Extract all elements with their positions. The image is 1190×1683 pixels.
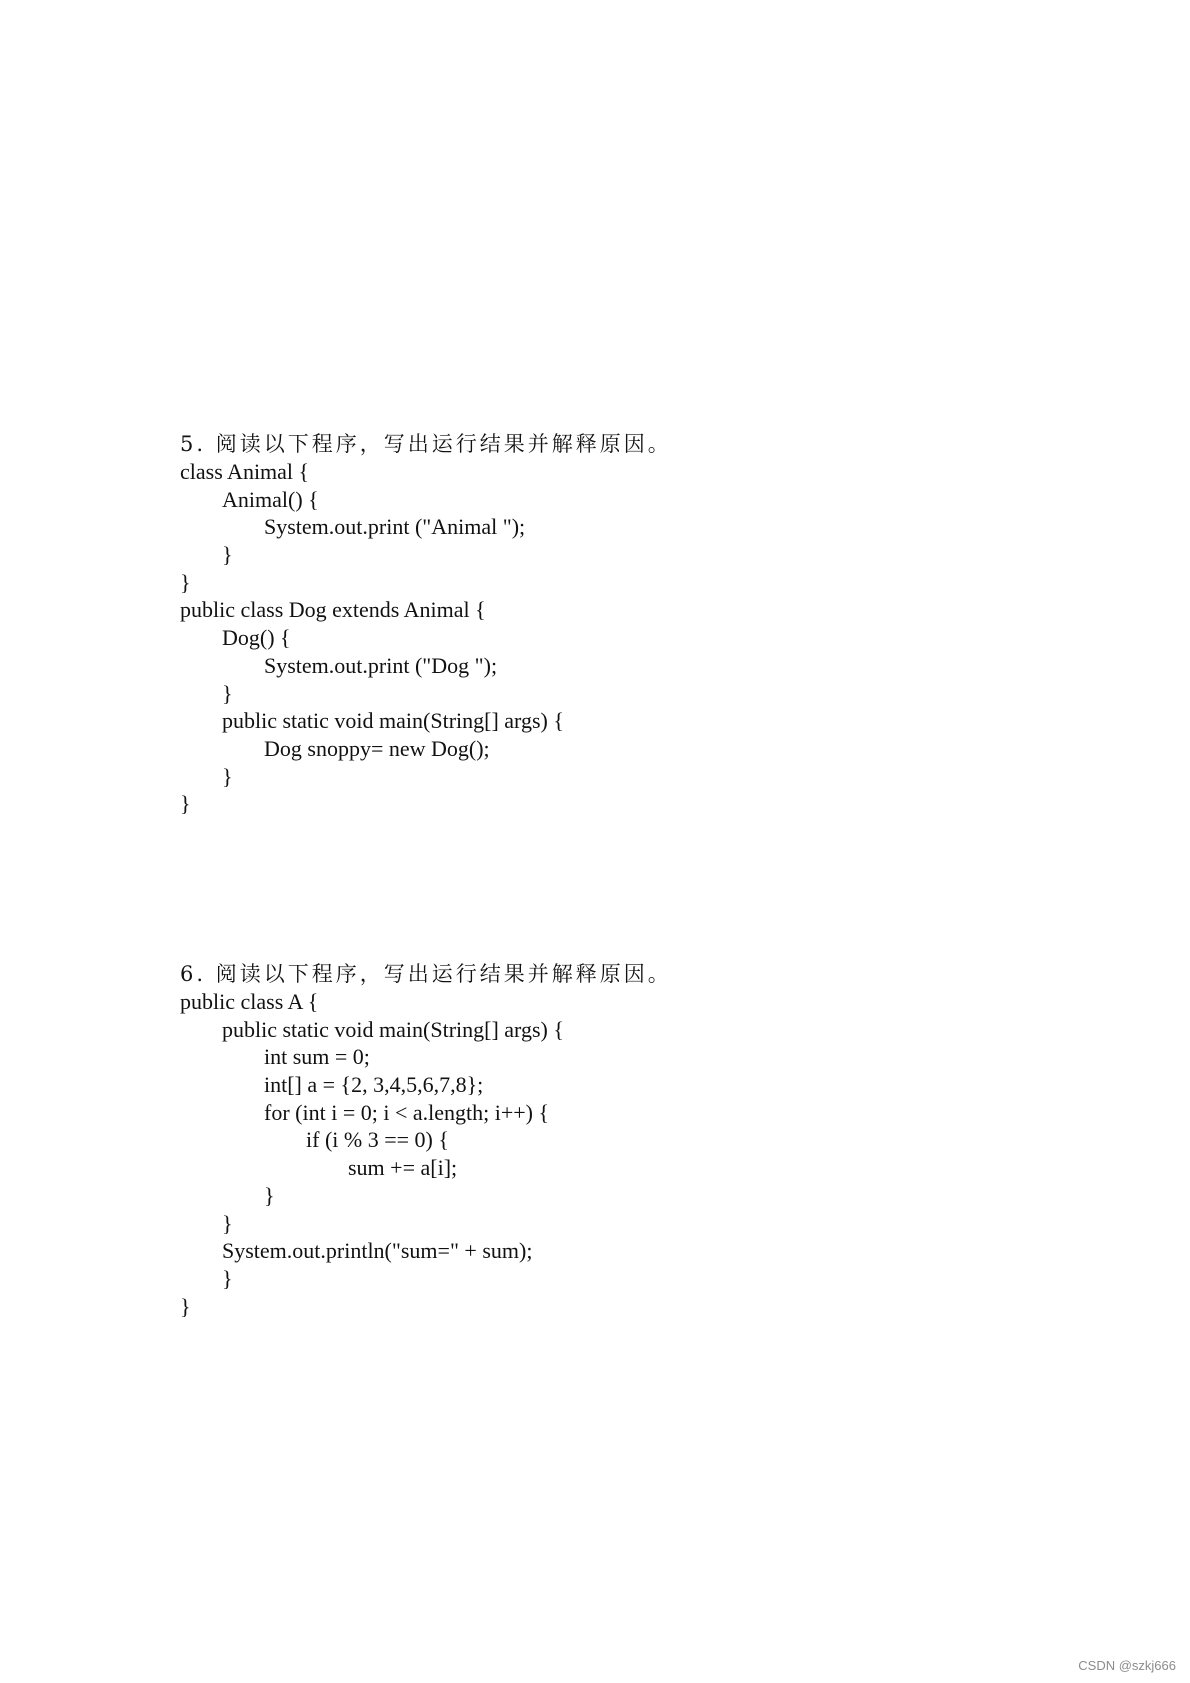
code-line: for (int i = 0; i < a.length; i++) { [264, 1099, 550, 1125]
code-line: Animal() { [222, 486, 319, 512]
code-line: class Animal { [180, 459, 310, 484]
code-line: public static void main(String[] args) { [222, 1016, 564, 1042]
question-5-title: 5. 阅读以下程序，写出运行结果并解释原因。 [180, 432, 672, 456]
code-line: if (i % 3 == 0) { [306, 1127, 449, 1153]
code-line: } [222, 1210, 233, 1236]
code-line: Dog() { [222, 625, 291, 651]
code-line: } [222, 542, 233, 568]
code-line: } [222, 1265, 233, 1291]
code-line: public static void main(String[] args) { [222, 708, 564, 734]
code-line: sum += a[i]; [348, 1155, 458, 1181]
code-line: } [180, 791, 191, 817]
code-line: } [180, 569, 191, 595]
code-line: } [180, 1293, 191, 1319]
code-line: int sum = 0; [264, 1044, 370, 1070]
question-6-title: 6. 阅读以下程序，写出运行结果并解释原因。 [180, 962, 672, 986]
code-line: Dog snoppy= new Dog(); [264, 735, 490, 761]
code-line: System.out.print ("Animal "); [264, 514, 526, 540]
code-line: System.out.print ("Dog "); [264, 652, 498, 678]
code-line: System.out.println("sum=" + sum); [222, 1238, 533, 1264]
code-line: int[] a = {2, 3,4,5,6,7,8}; [264, 1072, 484, 1098]
question-6 [180, 960, 672, 1320]
code-line: public class Dog extends Animal { [180, 597, 486, 623]
code-line: } [264, 1182, 275, 1208]
csdn-watermark: CSDN @szkj666 [1078, 1658, 1176, 1673]
question-5-code [180, 458, 672, 818]
question-6-code [180, 988, 672, 1320]
code-line: public class A { [180, 989, 319, 1014]
code-line: } [222, 680, 233, 706]
code-line: } [222, 763, 233, 789]
question-5 [180, 430, 672, 818]
